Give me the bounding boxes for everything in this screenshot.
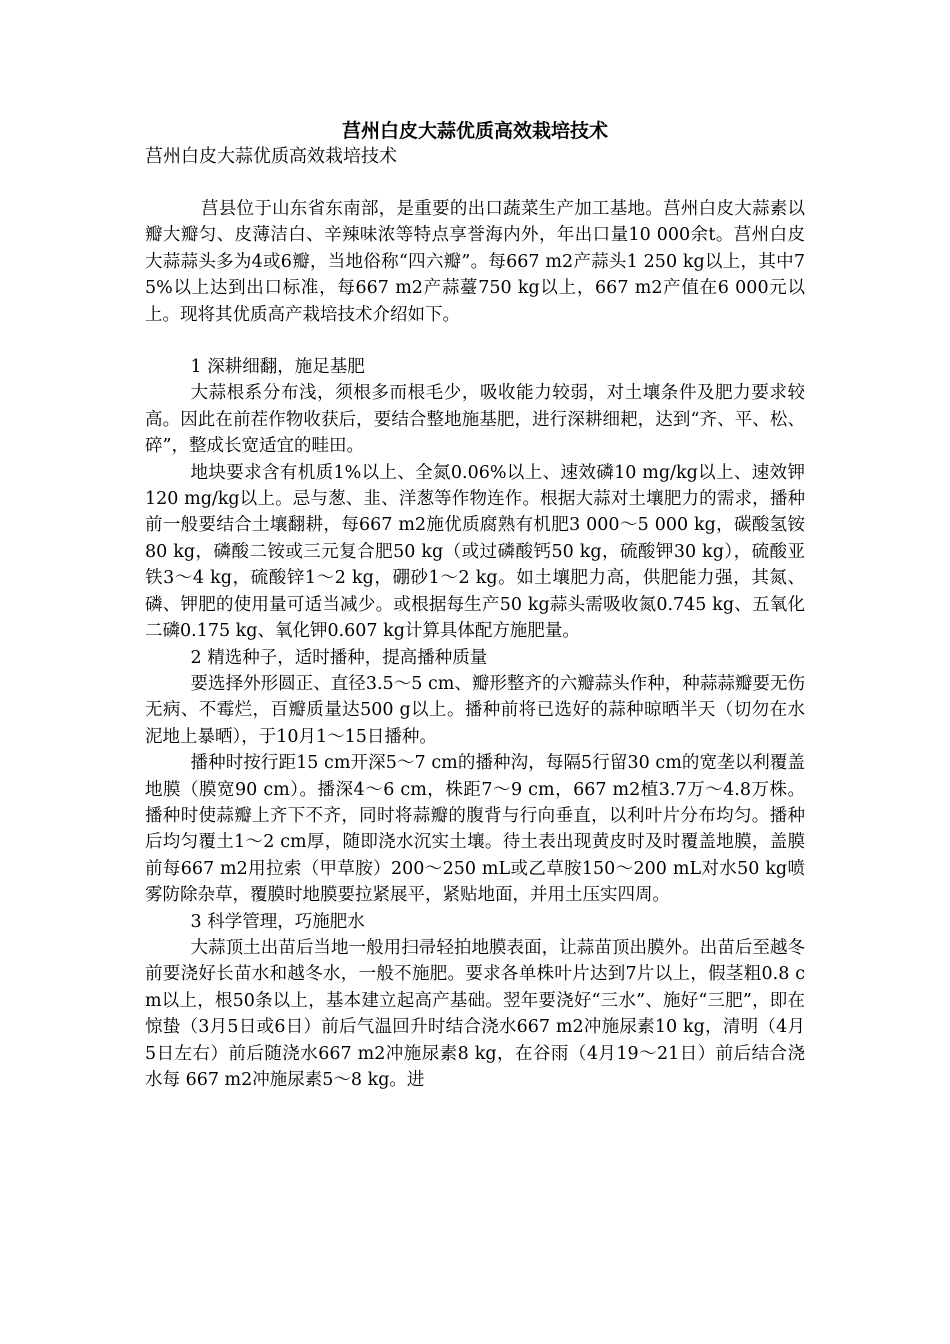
blank-line <box>145 328 805 354</box>
body-paragraph: 地块要求含有机质1%以上、全氮0.06%以上、速效磷10 mg/kg以上、速效钾120 mg/kg以上。忌与葱、韭、洋葱等作物连作。根据大蒜对土壤肥力的需求，播种前一般要结合土壤翻耕，每667 m2施优质腐熟有机肥3 000～5 000 kg，碳酸氢铵80 kg，磷酸二铵或三元复合肥50 kg（或过磷酸钙50 kg，硫酸钾30 kg），硫酸亚铁3～4 kg，硫酸锌1～2 kg，硼砂1～2 kg。如土壤肥力高，供肥能力强，其氮、磷、钾肥的使用量可适当减少。或根据每生产50 kg蒜头需吸收氮0.745 kg、五氧化二磷0.175 kg、氧化钾0.607 kg计算具体配方施肥量。 <box>145 462 805 642</box>
section-heading: 2 精选种子，适时播种，提高播种质量 <box>190 647 488 668</box>
document-title: 莒州白皮大蒜优质高效栽培技术 <box>341 120 608 142</box>
body-paragraph: 播种时按行距15 cm开深5～7 cm的播种沟，每隔5行留30 cm的宽垄以利覆盖地膜（膜宽90 cm）。播深4～6 cm，株距7～9 cm，667 m2植3.7万～4.8万株。播种时使蒜瓣上齐下不齐，同时将蒜瓣的腹背与行向垂直，以利叶片分布均匀。播种后均匀覆土1～2 cm厚，随即浇水沉实土壤。待土表出现黄皮时及时覆盖地膜，盖膜前每667 m2用拉索（甲草胺）200～250 mL或乙草胺150～200 mL对水50 kg喷雾防除杂草，覆膜时地膜要拉紧展平，紧贴地面，并用土压实四周。 <box>145 753 805 906</box>
intro-paragraph: 莒县位于山东省东南部，是重要的出口蔬菜生产加工基地。莒州白皮大蒜素以瓣大瓣匀、皮薄洁白、辛辣味浓等特点享誉海内外，年出口量10 000余t。莒州白皮大蒜蒜头多为4或6瓣，当地俗称“四六瓣”。每667 m2产蒜头1 250 kg以上，其中75%以上达到出口标准，每667 m2产蒜薹750 kg以上，667 m2产值在6 000元以上。现将其优质高产栽培技术介绍如下。 <box>145 199 805 325</box>
document-page <box>145 118 805 1093</box>
body-paragraph: 要选择外形圆正、直径3.5～5 cm、瓣形整齐的六瓣蒜头作种，种蒜蒜瓣要无伤无病、不霉烂，百瓣质量达500 g以上。播种前将已选好的蒜种晾晒半天（切勿在水泥地上暴晒），于10月1～15日播种。 <box>145 673 805 747</box>
blank-line <box>145 170 805 196</box>
body-paragraph: 大蒜顶土出苗后当地一般用扫帚轻拍地膜表面，让蒜苗顶出膜外。出苗后至越冬前要浇好长苗水和越冬水，一般不施肥。要求各单株叶片达到7片以上，假茎粗0.8 cm以上，根50条以上，基本建立起高产基础。翌年要浇好“三水”、施好“三肥”，即在惊蛰（3月5日或6日）前后气温回升时结合浇水667 m2冲施尿素10 kg，清明（4月5日左右）前后随浇水667 m2冲施尿素8 kg，在谷雨（4月19～21日）前后结合浇水每 667 m2冲施尿素5～8 kg。进 <box>145 937 805 1090</box>
body-paragraph: 大蒜根系分布浅，须根多而根毛少，吸收能力较弱，对土壤条件及肥力要求较高。因此在前茬作物收获后，要结合整地施基肥，进行深耕细耙，达到“齐、平、松、碎”，整成长宽适宜的畦田。 <box>145 383 805 457</box>
document-subtitle: 莒州白皮大蒜优质高效栽培技术 <box>145 146 397 167</box>
section-heading: 3 科学管理，巧施肥水 <box>190 911 365 932</box>
section-heading: 1 深耕细翻，施足基肥 <box>190 357 365 378</box>
